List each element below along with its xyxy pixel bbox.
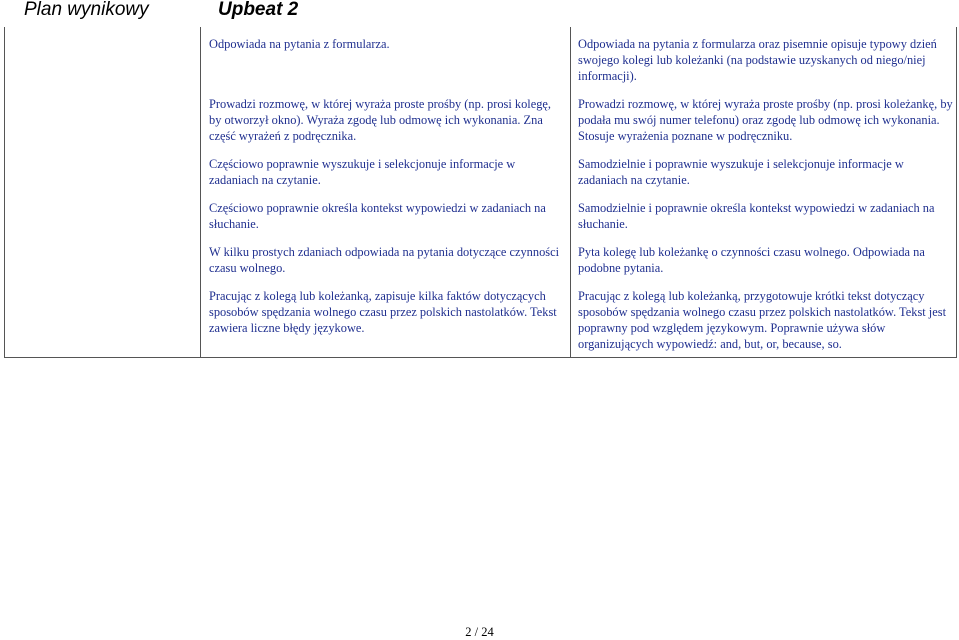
table-border-col1 [200,27,201,358]
table-border-bottom [4,357,957,358]
table-border-right [956,27,957,358]
table-row-basic-6: Pracując z kolegą lub koleżanką, zapisuje kilka faktów dotyczących sposobów spędzania wolnego czasu przez polskich nastolatków. Tekst zawiera liczne błędy językowe. [209,289,557,335]
table-row-basic-1: Odpowiada na pytania z formularza. [209,37,390,51]
table-row-basic-3: Częściowo poprawnie wyszukuje i selekcjonuje informacje w zadaniach na czytanie. [209,157,516,187]
page-header [0,0,959,24]
table-row-advanced-4: Samodzielnie i poprawnie określa kontekst wypowiedzi w zadaniach na słuchanie. [578,201,935,231]
requirements-table [0,27,959,358]
table-row-basic-5: W kilku prostych zdaniach odpowiada na pytania dotyczące czynności czasu wolnego. [209,245,560,275]
table-row-basic-2: Prowadzi rozmowę, w której wyraża proste prośby (np. prosi kolegę, by otworzył okno). Wyraża zgodę lub odmowę ich wykonania. Zna część wyrażeń z podręcznika. [209,97,552,143]
table-border-left [4,27,5,358]
table-row-advanced-2: Prowadzi rozmowę, w której wyraża proste prośby (np. prosi koleżankę, by podała mu swój numer telefonu) oraz zgodę lub odmowę ich wykonania. Stosuje wyrażenia poznane w podręczniku. [578,97,953,143]
page-number: 2 / 24 [465,625,494,639]
table-row-advanced-5: Pyta kolegę lub koleżankę o czynności czasu wolnego. Odpowiada na podobne pytania. [578,245,925,275]
table-row-advanced-3: Samodzielnie i poprawnie wyszukuje i selekcjonuje informacje w zadaniach na czytanie. [578,157,904,187]
document-title: Upbeat 2 [218,0,299,20]
table-row-advanced-6: Pracując z kolegą lub koleżanką, przygotowuje krótki tekst dotyczący sposobów spędzania wolnego czasu przez polskich nastolatków. Tekst jest poprawny pod względem językowym. Poprawnie używa słów organizujących wypowiedź: and, but, or, because, so. [578,289,947,351]
table-row-advanced-1: Odpowiada na pytania z formularza oraz pisemnie opisuje typowy dzień swojego kolegi lub koleżanki (na podstawie uzyskanych od niego/niej informacji). [578,37,937,83]
document-label: Plan wynikowy [24,0,149,20]
table-row-basic-4: Częściowo poprawnie określa kontekst wypowiedzi w zadaniach na słuchanie. [209,201,546,231]
table-border-col2 [570,27,571,358]
